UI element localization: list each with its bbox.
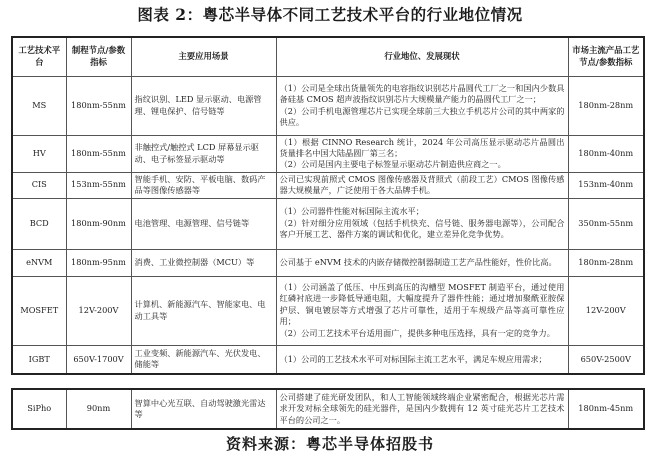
cell-node: 153nm-55nm bbox=[66, 172, 131, 198]
cell-node: 12V-200V bbox=[66, 276, 131, 345]
cell-status bbox=[276, 172, 568, 198]
status-paragraph: （2）公司是国内主要电子标签显示驱动芯片制造供应商之一。 bbox=[279, 159, 506, 170]
platform-table bbox=[11, 36, 645, 375]
table-row bbox=[12, 389, 644, 429]
source-caption: 资料来源：粤芯半导体招股书 bbox=[225, 435, 434, 453]
cell-market-node: 650V-2500V bbox=[568, 345, 644, 374]
status-paragraph: （1）根据 CINNO Research 统计，2024 年公司高压显示驱动芯片晶圆出货量排名中国大陆晶圆厂第三名； bbox=[279, 136, 565, 158]
cell-market-node: 180nm-40nm bbox=[568, 135, 644, 172]
cell-status bbox=[276, 198, 568, 249]
cell-status bbox=[276, 76, 568, 135]
cell-market-node: 180nm-28nm bbox=[568, 249, 644, 276]
status-paragraph: （1）公司器件性能对标国际主流水平； bbox=[279, 206, 424, 217]
header-platform: 工艺技术平台 bbox=[12, 37, 66, 76]
cell-platform: SiPho bbox=[12, 389, 66, 429]
table-row bbox=[12, 276, 644, 345]
cell-applications: 智能手机、安防、平板电脑、数码产品等图像传感器等 bbox=[131, 172, 276, 198]
table-header-row bbox=[12, 37, 644, 76]
cell-platform: eNVM bbox=[12, 249, 66, 276]
cell-platform: IGBT bbox=[12, 345, 66, 374]
cell-applications: 工业变频、新能源汽车、光伏发电、储能等 bbox=[131, 345, 276, 374]
status-paragraph: （1）公司是全球出货量领先的电容指纹识别芯片晶圆代工厂之一和国内少数具备硅基 CMOS 超声波指纹识别芯片大规模量产能力的晶圆代工厂之一； bbox=[279, 82, 565, 105]
cell-market-node: 180nm-28nm bbox=[568, 76, 644, 135]
cell-status bbox=[276, 135, 568, 172]
status-paragraph: 公司搭建了硅光研发团队，和人工智能领域终端企业紧密配合，根据光芯片需求开发对标全球领先的硅光器件，是国内少数拥有 12 英寸硅光芯片工艺技术平台的公司之一。 bbox=[279, 391, 565, 425]
table-row bbox=[12, 172, 644, 198]
cell-status bbox=[276, 389, 568, 429]
platform-table-continuation bbox=[11, 388, 645, 430]
page-title: 图表 2：粤芯半导体不同工艺技术平台的行业地位情况 bbox=[137, 5, 523, 24]
status-paragraph: （2）针对细分应用领域（包括手机快充、信号链、服务器电源等），公司配合客户开展工艺、器件方案的调试和优化，建立差异化竞争优势。 bbox=[279, 217, 565, 240]
header-status: 行业地位、发展现状 bbox=[276, 37, 568, 76]
cell-applications: 消费、工业微控制器（MCU）等 bbox=[131, 249, 276, 276]
cell-applications: 指纹识别、LED 显示驱动、电源管理、锂电保护、信号链等 bbox=[131, 76, 276, 135]
header-node: 制程节点/参数指标 bbox=[66, 37, 131, 76]
cell-platform: CIS bbox=[12, 172, 66, 198]
table-row bbox=[12, 135, 644, 172]
status-paragraph: （1）公司的工艺技术水平可对标国际主流工艺水平，满足车规应用需求； bbox=[279, 353, 547, 364]
cell-node: 180nm-95nm bbox=[66, 249, 131, 276]
cell-status bbox=[276, 345, 568, 374]
header-market-node: 市场主流产品工艺节点/参数指标 bbox=[568, 37, 644, 76]
cell-node: 180nm-55nm bbox=[66, 135, 131, 172]
cell-node: 180nm-55nm bbox=[66, 76, 131, 135]
cell-node: 180nm-90nm bbox=[66, 198, 131, 249]
status-paragraph: 公司基于 eNVM 技术的内嵌存储微控制器制造工艺产品性能好，性价比高。 bbox=[279, 256, 557, 267]
status-paragraph: 公司已实现前照式 CMOS 图像传感器及背照式（前段工艺）CMOS 图像传感器大规模量产，广泛使用于各大品牌手机。 bbox=[279, 173, 565, 196]
status-paragraph: （2）公司手机电源管理芯片已实现全球前三大独立手机芯片公司的其中两家的供应。 bbox=[279, 105, 565, 127]
cell-applications: 智算中心光互联、自动驾驶激光雷达等 bbox=[131, 389, 276, 429]
status-paragraph: （2）公司工艺技术平台适用面广，提供多种电压选择，具有一定的竞争力。 bbox=[279, 327, 555, 338]
cell-node: 650V-1700V bbox=[66, 345, 131, 374]
cell-platform: MS bbox=[12, 76, 66, 135]
cell-market-node: 350nm-55nm bbox=[568, 198, 644, 249]
cell-status bbox=[276, 249, 568, 276]
header-applications: 主要应用场景 bbox=[131, 37, 276, 76]
table-row bbox=[12, 345, 644, 374]
cell-node: 90nm bbox=[66, 389, 131, 429]
cell-applications: 计算机、新能源汽车、智能家电、电动工具等 bbox=[131, 276, 276, 345]
cell-platform: MOSFET bbox=[12, 276, 66, 345]
cell-market-node: 12V-200V bbox=[568, 276, 644, 345]
table-row bbox=[12, 249, 644, 276]
cell-market-node: 153nm-40nm bbox=[568, 172, 644, 198]
status-paragraph: （1）公司涵盖了低压、中压到高压的沟槽型 MOSFET 制造平台，通过使用红磷衬底进一步降低导通电阻，大幅度提升了器件性能；通过增加聚酰亚胺保护层、铜电镀层等方式增强了芯片可靠性，适用于车规级产品等高可靠性应用； bbox=[279, 282, 565, 327]
cell-applications: 电池管理、电源管理、信号链等 bbox=[131, 198, 276, 249]
table-row bbox=[12, 198, 644, 249]
cell-market-node: 180nm-45nm bbox=[568, 389, 644, 429]
cell-platform: HV bbox=[12, 135, 66, 172]
cell-applications: 非触控式/触控式 LCD 屏幕显示驱动、电子标签显示驱动等 bbox=[131, 135, 276, 172]
cell-status bbox=[276, 276, 568, 345]
table-row bbox=[12, 76, 644, 135]
cell-platform: BCD bbox=[12, 198, 66, 249]
